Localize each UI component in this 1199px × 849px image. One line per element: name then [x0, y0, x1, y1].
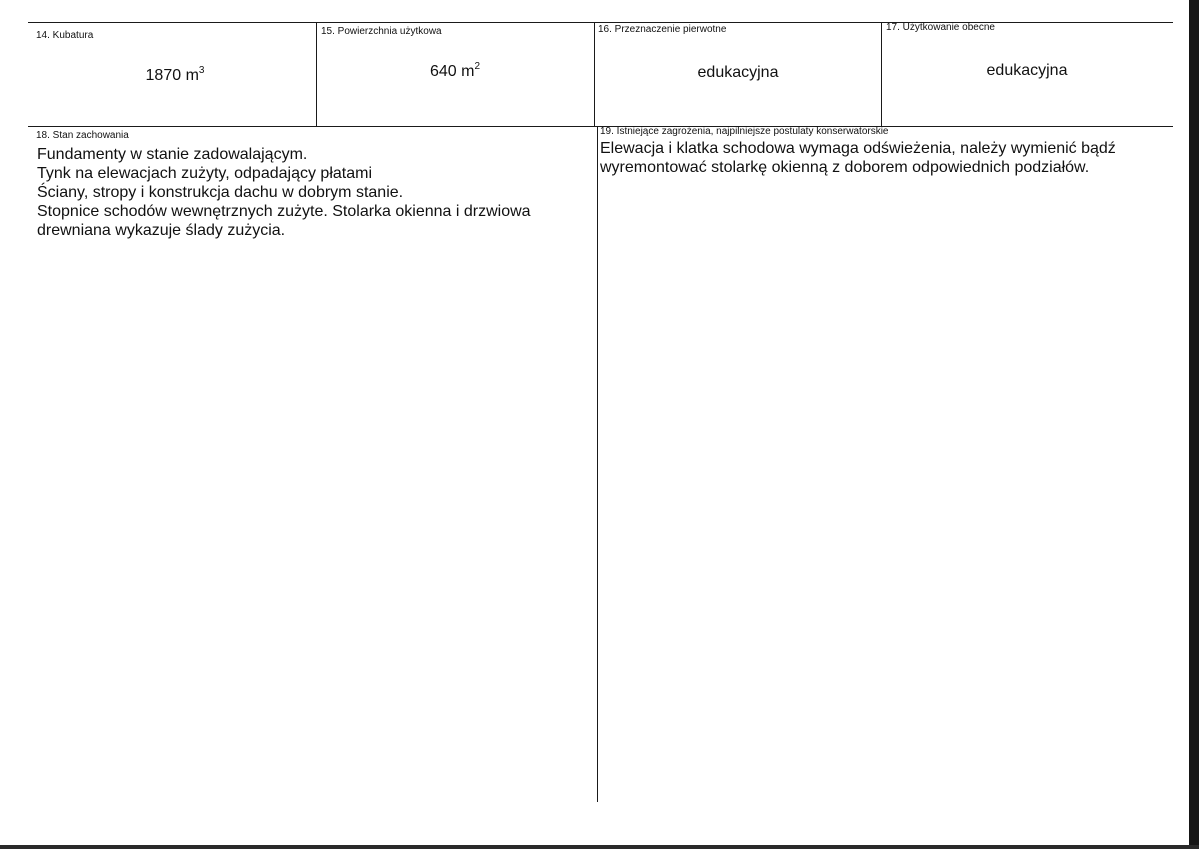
zagrozenia-line-2: wyremontować stolarkę okienną z doborem odpowiednich podziałów.	[600, 159, 1090, 176]
label-przeznaczenie: 16. Przeznaczenie pierwotne	[598, 24, 727, 35]
text-zagrozenia	[600, 139, 1116, 177]
stan-line-1: Fundamenty w stanie zadowalającym.	[37, 146, 308, 163]
label-kubatura: 14. Kubatura	[36, 30, 94, 41]
value-powierzchnia	[380, 62, 530, 82]
divider-18-19	[597, 126, 598, 802]
divider-15-16	[594, 22, 595, 127]
label-stan-zachowania: 18. Stan zachowania	[36, 130, 129, 141]
value-kubatura	[100, 66, 250, 86]
stan-line-2: Tynk na elewacjach zużyty, odpadający płatami	[37, 165, 372, 182]
value-powierzchnia-exponent: 2	[474, 61, 481, 72]
value-powierzchnia-text: 640 m	[429, 63, 475, 80]
zagrozenia-line-1: Elewacja i klatka schodowa wymaga odświeżenia, należy wymienić bądź	[600, 140, 1116, 157]
table-top-border	[28, 22, 1173, 23]
value-uzytkowanie: edukacyjna	[986, 62, 1068, 79]
label-uzytkowanie: 17. Użytkowanie obecne	[886, 22, 995, 33]
value-przeznaczenie: edukacyjna	[697, 64, 779, 81]
stan-line-4: Stopnice schodów wewnętrznych zużyte. Stolarka okienna i drzwiowa	[37, 203, 531, 220]
stan-line-3: Ściany, stropy i konstrukcja dachu w dobrym stanie.	[37, 184, 404, 201]
stan-line-5: drewniana wykazuje ślady zużycia.	[37, 222, 286, 239]
scanner-edge-bottom	[0, 845, 1199, 849]
divider-16-17	[881, 22, 882, 127]
text-stan-zachowania	[37, 145, 531, 240]
divider-14-15	[316, 22, 317, 127]
value-kubatura-exponent: 3	[198, 65, 205, 76]
scanner-edge-right	[1189, 0, 1199, 849]
label-powierzchnia: 15. Powierzchnia użytkowa	[321, 26, 442, 37]
label-zagrozenia: 19. Istniejące zagrożenia, najpilniejsze postulaty konserwatorskie	[600, 126, 889, 137]
value-kubatura-text: 1870 m	[145, 67, 199, 84]
